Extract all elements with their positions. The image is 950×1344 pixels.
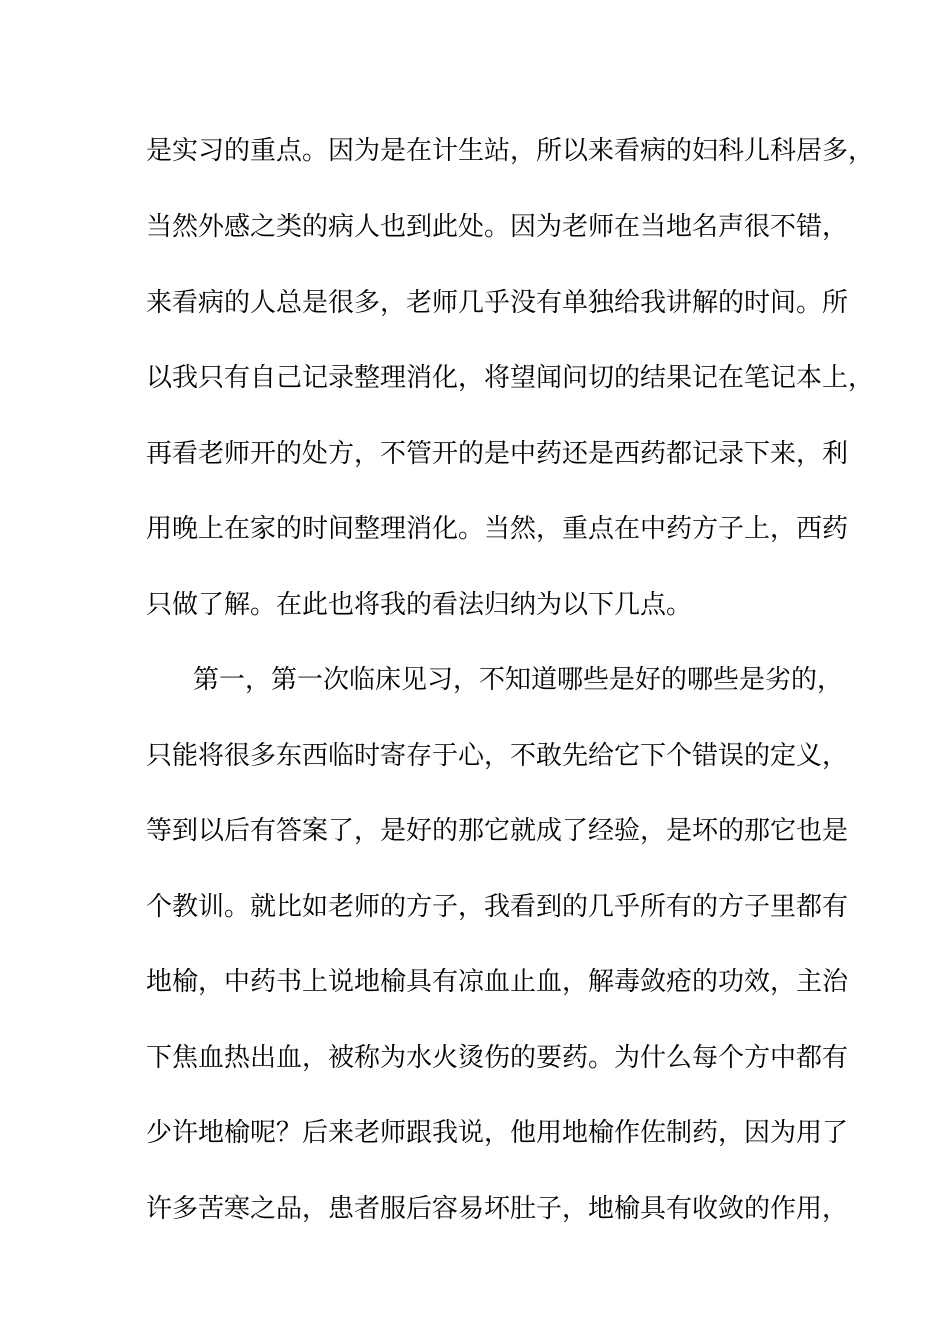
text-line-3: 来看病的人总是很多，老师几乎没有单独给我讲解的时间。所 [146,288,849,318]
text-line-11: 个教训。就比如老师的方子，我看到的几乎所有的方子里都有 [146,892,849,922]
text-line-6: 用晚上在家的时间整理消化。当然，重点在中药方子上，西药 [146,514,849,544]
text-line-15: 许多苦寒之品，患者服后容易坏肚子，地榆具有收敛的作用， [146,1194,849,1224]
text-line-12: 地榆，中药书上说地榆具有凉血止血，解毒敛疮的功效，主治 [146,967,849,997]
text-line-13: 下焦血热出血，被称为水火烫伤的要药。为什么每个方中都有 [146,1043,849,1073]
text-line-4: 以我只有自己记录整理消化，将望闻问切的结果记在笔记本上， [146,363,875,393]
text-line-10: 等到以后有答案了，是好的那它就成了经验，是坏的那它也是 [146,816,849,846]
text-line-14: 少许地榆呢？后来老师跟我说，他用地榆作佐制药，因为用了 [146,1118,849,1148]
paragraph-start-line: 第一，第一次临床见习，不知道哪些是好的哪些是劣的， [193,665,844,695]
text-line-7: 只做了解。在此也将我的看法归纳为以下几点。 [146,590,693,620]
text-line-2: 当然外感之类的病人也到此处。因为老师在当地名声很不错， [146,212,849,242]
text-line-1: 是实习的重点。因为是在计生站，所以来看病的妇科儿科居多， [146,136,875,166]
text-line-5: 再看老师开的处方，不管开的是中药还是西药都记录下来，利 [146,439,849,469]
text-line-9: 只能将很多东西临时寄存于心，不敢先给它下个错误的定义， [146,741,849,771]
